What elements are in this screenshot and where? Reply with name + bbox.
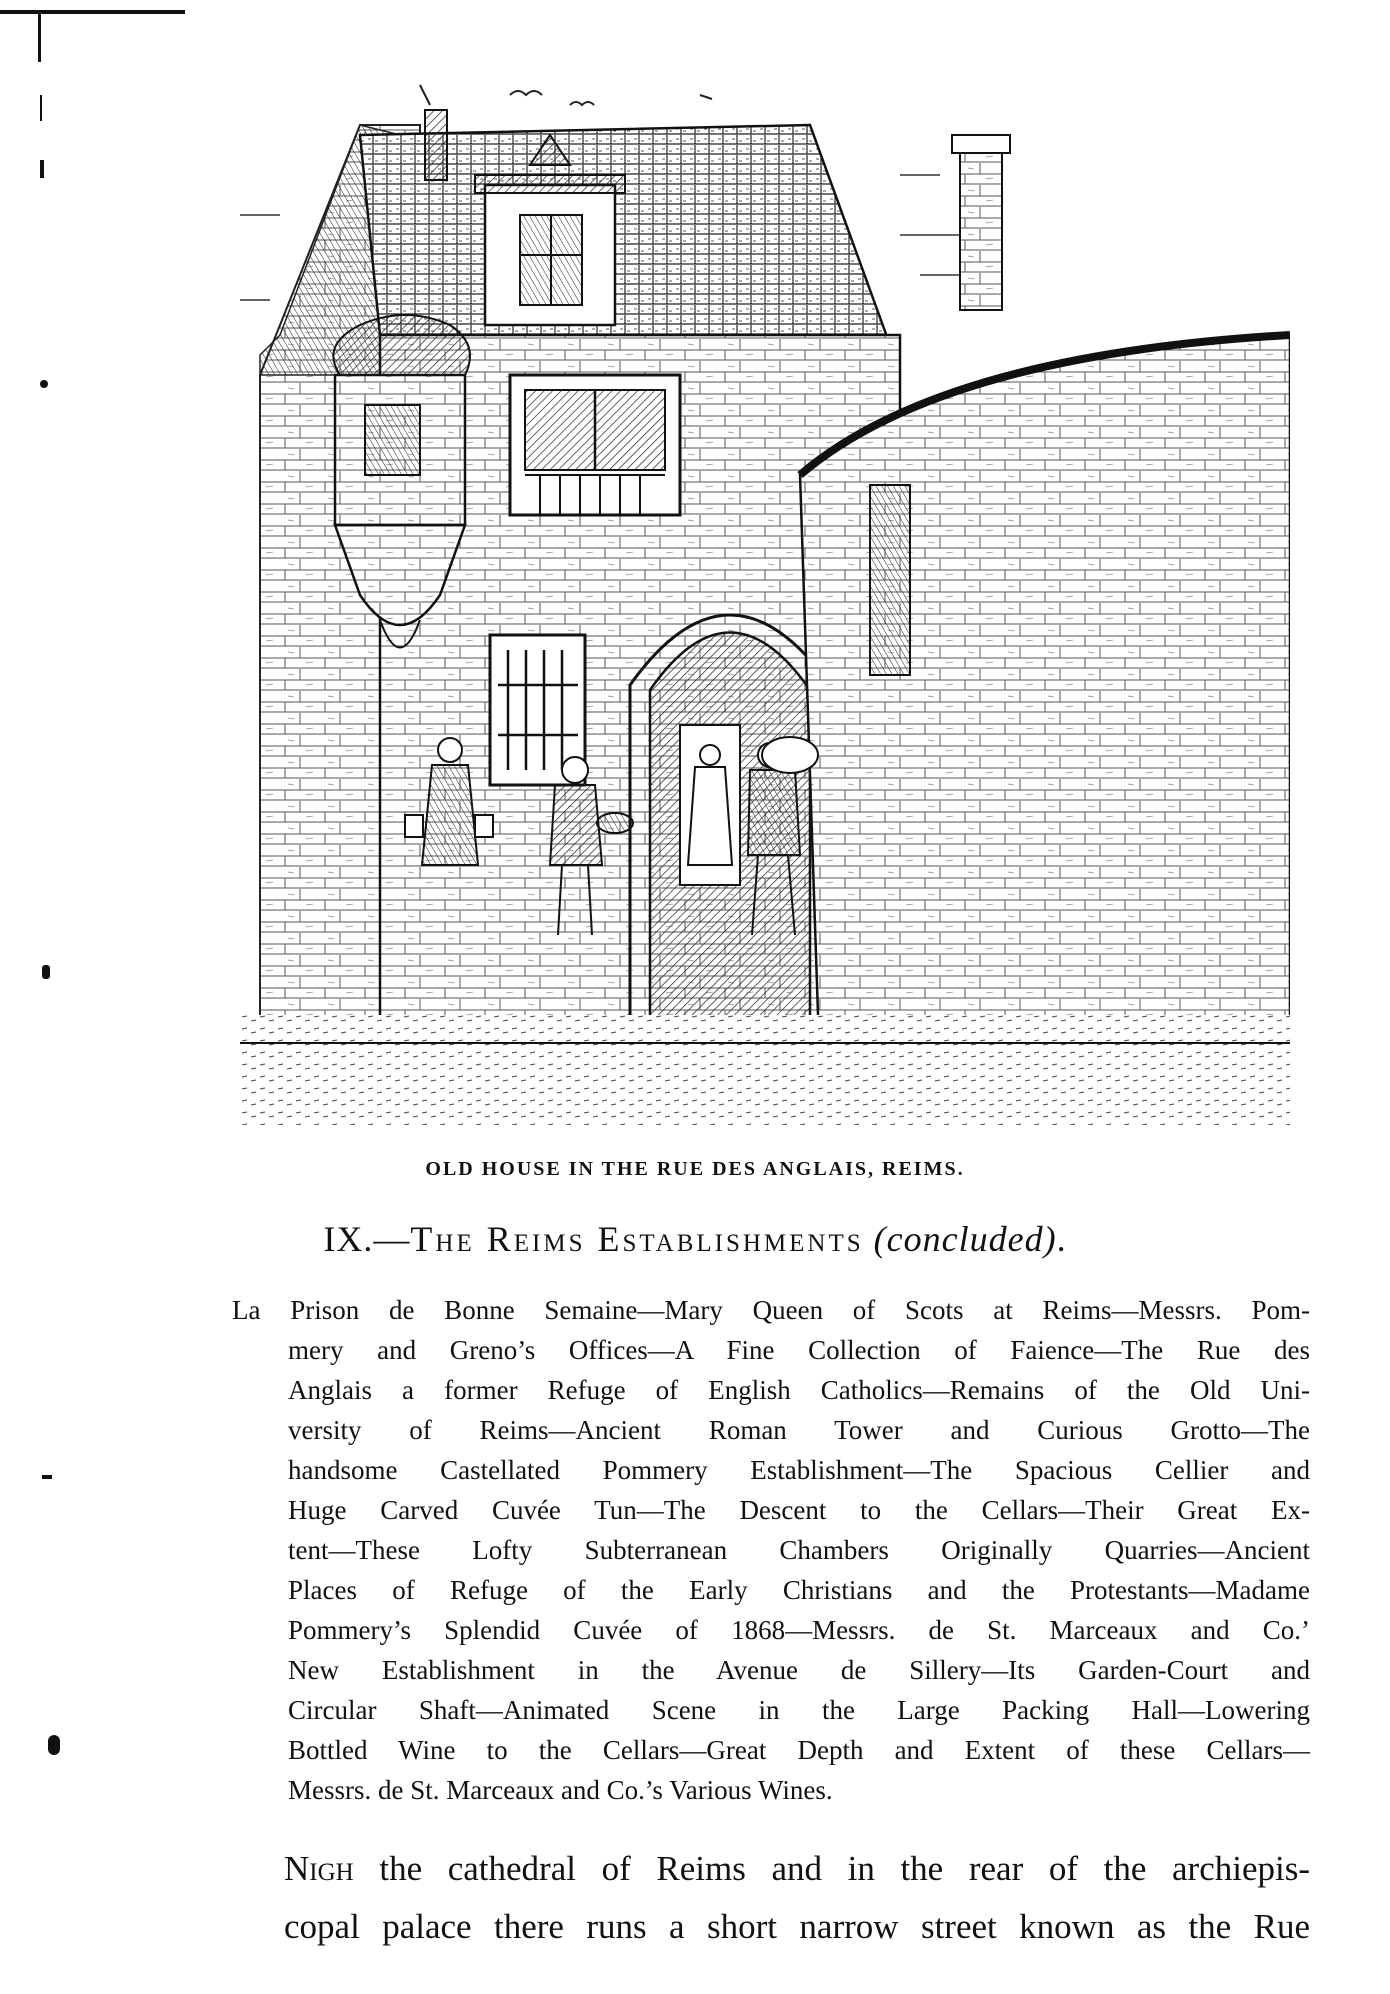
summary-line: versity of Reims—Ancient Roman Tower and Curious Grotto—The	[288, 1415, 1310, 1445]
scan-artifact-mark	[48, 1735, 60, 1755]
summary-line: Pommery’s Splendid Cuvée of 1868—Messrs. de St. Marceaux and Co.’	[288, 1615, 1310, 1645]
scan-artifact-mark	[42, 1475, 52, 1479]
summary-line: tent—These Lofty Subterranean Chambers Originally Quarries—Ancient	[288, 1535, 1310, 1565]
chapter-summary	[232, 1290, 1310, 1810]
body-line: copal palace there runs a short narrow street known as the Rue	[284, 1907, 1310, 1946]
chapter-number: IX.—	[323, 1219, 411, 1259]
body-line-1-text: the cathedral of Reims and in the rear of the archiepis-	[379, 1849, 1310, 1888]
scan-artifact-top-stem	[38, 14, 41, 62]
summary-line: Anglais a former Refuge of English Catholics—Remains of the Old Uni-	[288, 1375, 1310, 1405]
summary-line: Bottled Wine to the Cellars—Great Depth and Extent of these Cellars—	[288, 1735, 1310, 1765]
opening-word: Nigh	[284, 1849, 354, 1888]
scan-artifact-mark	[40, 160, 44, 178]
chapter-heading-end: .	[1056, 1219, 1067, 1259]
scan-artifact-mark	[40, 95, 42, 121]
body-line	[284, 1840, 1310, 1898]
scan-artifact-top-rule	[0, 10, 185, 14]
scan-artifact-mark	[40, 380, 48, 388]
chapter-title: The Reims Establishments	[410, 1219, 864, 1259]
summary-line: Circular Shaft—Animated Scene in the Large Packing Hall—Lowering	[288, 1695, 1310, 1725]
summary-line: Messrs. de St. Marceaux and Co.’s Various Wines.	[288, 1775, 833, 1805]
summary-line: New Establishment in the Avenue de Sillery—Its Garden-Court and	[288, 1655, 1310, 1685]
summary-line: mery and Greno’s Offices—A Fine Collection of Faience—The Rue des	[288, 1335, 1310, 1365]
summary-line: La Prison de Bonne Semaine—Mary Queen of Scots at Reims—Messrs. Pom-	[232, 1295, 1310, 1325]
chapter-subtitle: (concluded)	[873, 1219, 1057, 1259]
summary-line: Places of Refuge of the Early Christians and the Protestants—Madame	[288, 1575, 1310, 1605]
scan-artifact-mark	[42, 965, 50, 979]
summary-line: handsome Castellated Pommery Establishment—The Spacious Cellier and	[288, 1455, 1310, 1485]
summary-line: Huge Carved Cuvée Tun—The Descent to the Cellars—Their Great Ex-	[288, 1495, 1310, 1525]
engraving-old-house-illustration	[240, 75, 1290, 1125]
illustration-caption: OLD HOUSE IN THE RUE DES ANGLAIS, REIMS.	[425, 1158, 965, 1180]
chapter-heading	[0, 1218, 1390, 1260]
body-paragraph	[284, 1840, 1310, 1956]
